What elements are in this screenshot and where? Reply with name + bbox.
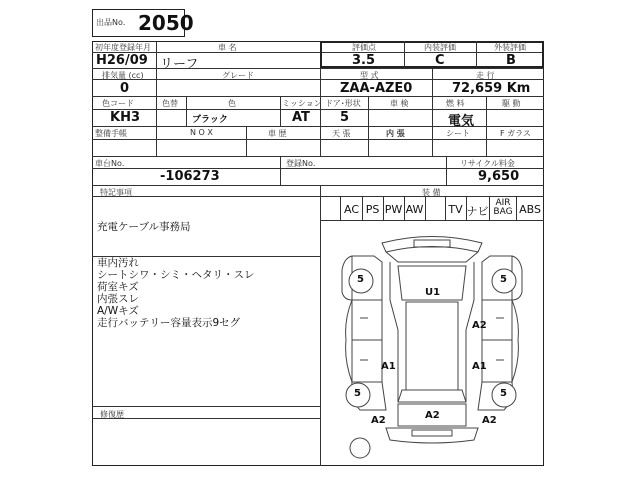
registration-year-label: 初年度登録年月 bbox=[95, 43, 151, 52]
fuel-value: 電気 bbox=[448, 114, 475, 129]
score-label: 評価点 bbox=[352, 43, 376, 52]
remarks-line-4: 荷室キズ bbox=[97, 281, 139, 293]
car-name-value: リーフ bbox=[160, 57, 199, 72]
equip-tv: TV bbox=[448, 203, 463, 216]
lot-number: 2050 bbox=[138, 11, 194, 35]
mark-rear-left-tire: 5 bbox=[354, 388, 361, 399]
color-type-label: 色替 bbox=[162, 99, 178, 108]
mark-front-left-tire: 5 bbox=[357, 274, 364, 285]
equip-pw: PW bbox=[384, 203, 403, 216]
transmission-label: ミッション bbox=[282, 99, 322, 108]
mark-right-front-door: A2 bbox=[472, 320, 487, 331]
equipment-label: 装 備 bbox=[422, 188, 441, 197]
displacement-value: 0 bbox=[120, 81, 130, 96]
reg-no-label: 登録No． bbox=[286, 159, 321, 168]
drive-label: 駆 動 bbox=[502, 99, 521, 108]
color-code-value: KH3 bbox=[110, 110, 140, 125]
equip-aw: AW bbox=[405, 203, 424, 216]
car-history-label: 車 歴 bbox=[268, 129, 287, 138]
spare-wheel bbox=[350, 438, 370, 458]
car-diagram bbox=[320, 221, 544, 466]
recycle-label: リサイクル料金 bbox=[460, 159, 515, 168]
equip-abs: ABS bbox=[519, 203, 541, 216]
exterior-score-label: 外装評価 bbox=[494, 43, 526, 52]
mark-rear-center: A2 bbox=[425, 410, 440, 421]
displacement-label: 排気量 (cc) bbox=[102, 71, 144, 80]
mark-roof: U1 bbox=[425, 287, 441, 298]
score-value: 3.5 bbox=[352, 53, 376, 68]
remarks-line-6: A/Wキズ bbox=[97, 305, 139, 317]
mark-right-rear-door: A1 bbox=[472, 361, 487, 372]
mark-rear-left-corner: A2 bbox=[371, 415, 386, 426]
chassis-value: -106273 bbox=[160, 169, 220, 184]
repair-history-label: 修復歴 bbox=[100, 410, 124, 419]
car-name-label: 車 名 bbox=[218, 43, 237, 52]
mark-rear-right-tire: 5 bbox=[500, 388, 507, 399]
remarks-line-1: 充電ケーブル事務局 bbox=[97, 221, 191, 233]
doors-value: 5 bbox=[340, 110, 350, 125]
capacity-label: 車 検 bbox=[390, 99, 409, 108]
equip-ac: AC bbox=[343, 203, 359, 216]
color-label: 色 bbox=[228, 99, 236, 108]
maintenance-label: 整備手帳 bbox=[95, 129, 127, 138]
mark-front-right-tire: 5 bbox=[500, 274, 507, 285]
mileage-value: 72,659 Km bbox=[452, 81, 531, 96]
remarks-line-5: 内張スレ bbox=[97, 293, 139, 305]
chassis-label: 車台No． bbox=[95, 159, 130, 168]
recycle-value: 9,650 bbox=[478, 169, 520, 184]
model-label: 型 式 bbox=[360, 71, 379, 80]
equip-airbag: AIR BAG bbox=[493, 198, 513, 217]
interior-score-value: C bbox=[435, 53, 445, 68]
remarks-line-2: 車内汚れ bbox=[97, 257, 139, 269]
seat-label: シート bbox=[446, 129, 470, 138]
transmission-value: AT bbox=[292, 110, 310, 125]
nox-label: N O X bbox=[190, 128, 213, 137]
color-value: ブラック bbox=[192, 115, 228, 125]
remarks-line-7: 走行バッテリー容量表示9セグ bbox=[97, 317, 241, 329]
grade-label: グレード bbox=[222, 71, 254, 80]
registration-year-value: H26/09 bbox=[96, 53, 148, 68]
sunroof-label: 天 張 bbox=[332, 129, 351, 138]
remarks-line-3: シートシワ・シミ・ヘタリ・スレ bbox=[97, 269, 255, 281]
interior-label: 内 張 bbox=[386, 129, 405, 138]
equip-ps: PS bbox=[365, 203, 380, 216]
interior-score-label: 内装評価 bbox=[424, 43, 456, 52]
mark-rear-right-corner: A2 bbox=[482, 415, 497, 426]
equip-navi: ナビ bbox=[466, 205, 489, 218]
mark-left-rear-door: A1 bbox=[381, 361, 396, 372]
fuel-label: 燃 料 bbox=[446, 99, 465, 108]
model-value: ZAA-AZE0 bbox=[340, 81, 413, 96]
color-code-label: 色コード bbox=[102, 99, 134, 108]
remarks-label: 特記事項 bbox=[100, 188, 132, 197]
doors-label: ドア･形状 bbox=[325, 99, 361, 108]
lot-label: 出品No． bbox=[96, 18, 131, 27]
exterior-score-value: B bbox=[506, 53, 516, 68]
mileage-label: 走 行 bbox=[476, 71, 495, 80]
f-glass-label: F ガラス bbox=[500, 129, 531, 138]
